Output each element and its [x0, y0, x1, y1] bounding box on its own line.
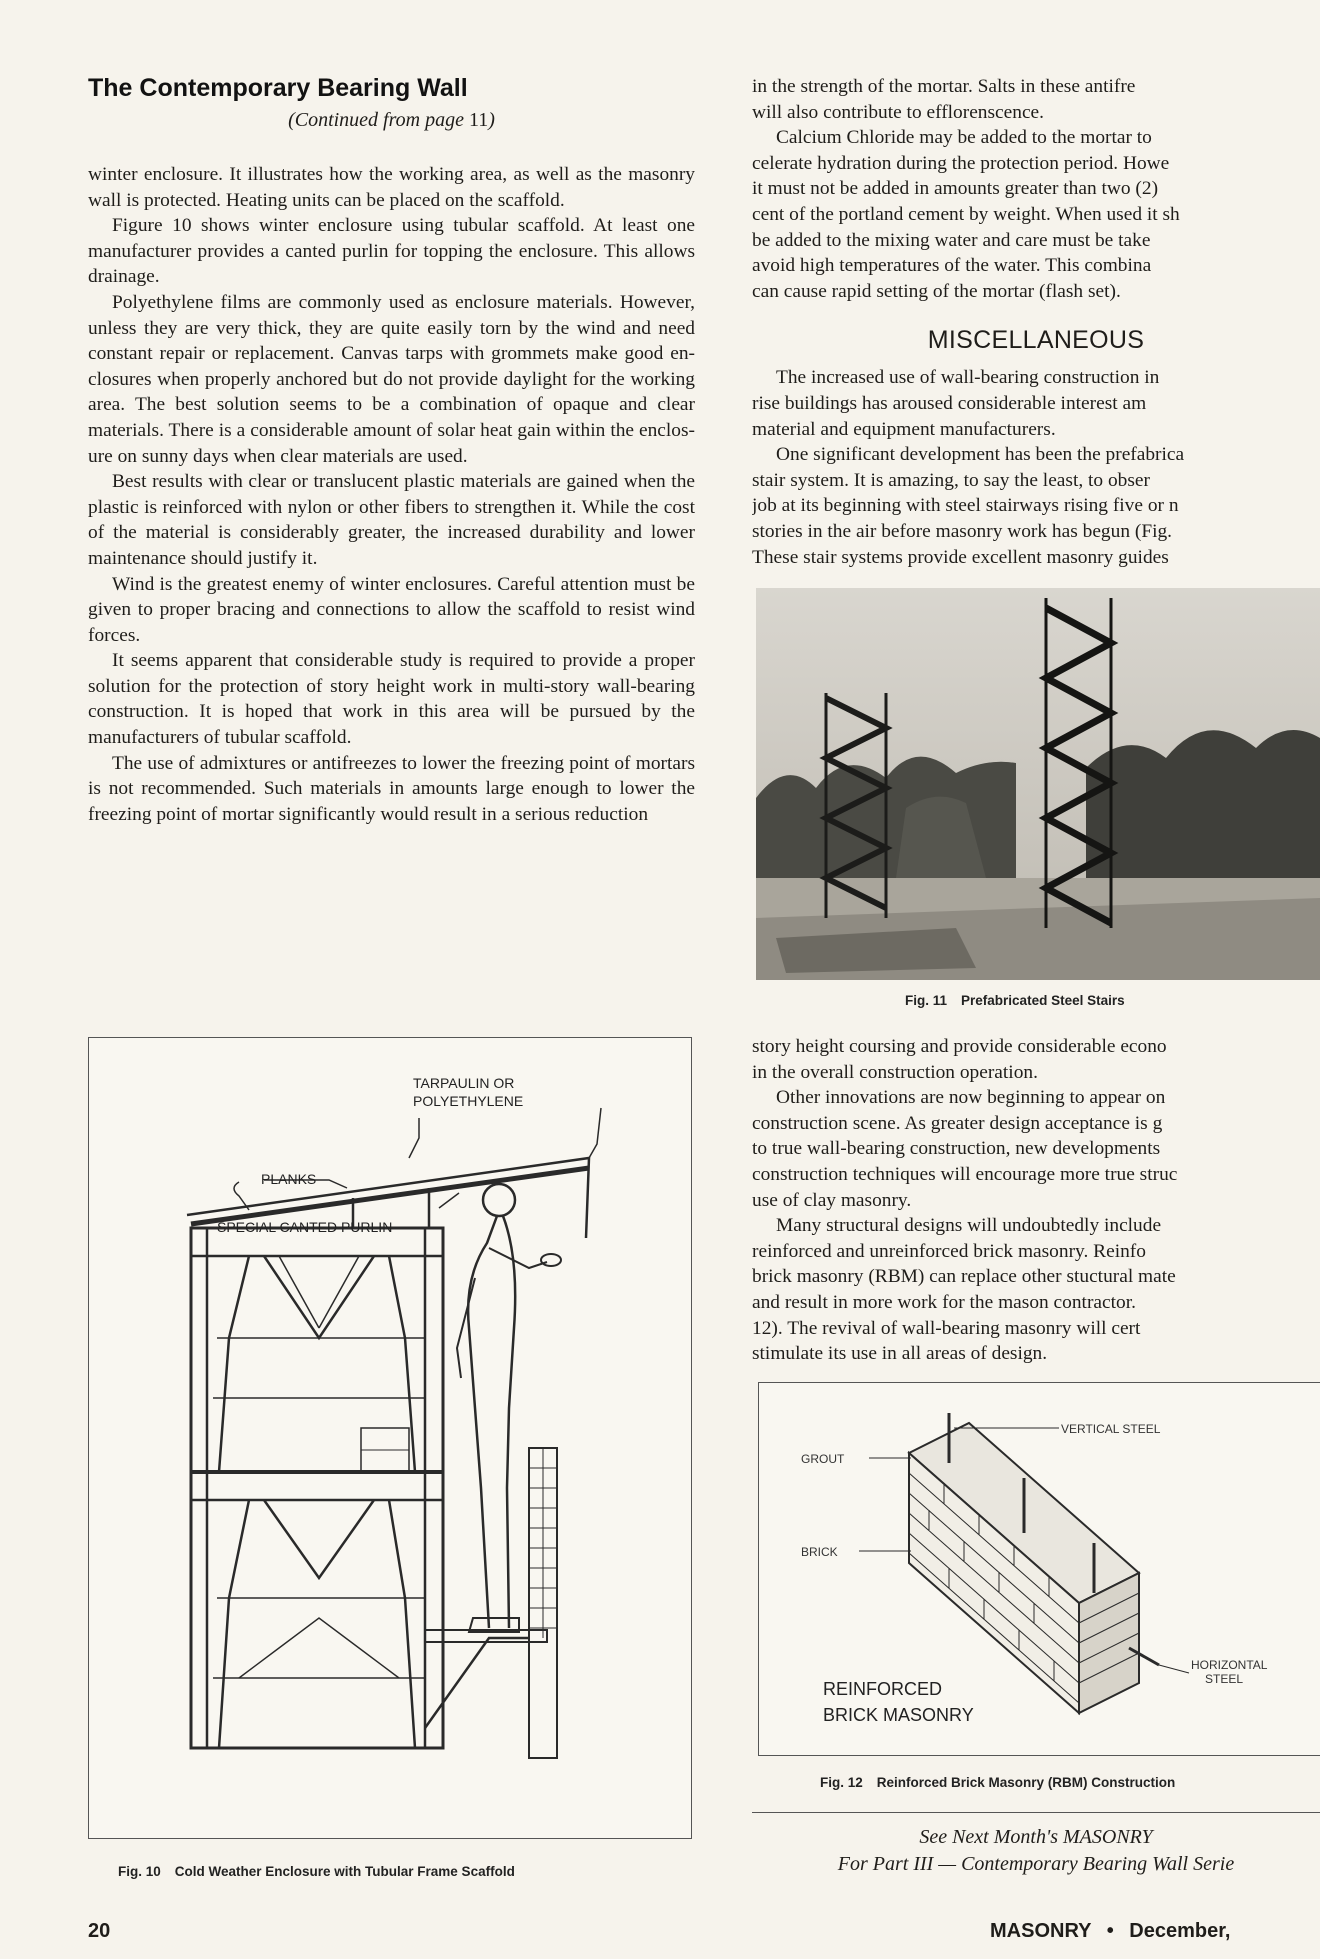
text-line: construction scene. As greater design acceptance is g: [752, 1112, 1163, 1134]
text-line: story height coursing and provide considerable econo: [752, 1036, 1167, 1057]
continued-suffix: ): [488, 109, 495, 131]
body-paragraph: Wind is the greatest enemy of winter enclosures. Careful attention must be given to proper bracing and connections to allow the scaffold to resist wind forces.: [88, 573, 695, 646]
planks: [191, 1168, 589, 1224]
text-line: Many structural designs will undoubtedly include: [776, 1215, 1162, 1237]
section-title-miscellaneous: MISCELLANEOUS: [927, 326, 1145, 355]
right-column-middle: [752, 1034, 1320, 1367]
text-line: stories in the air before masonry work has begun (Fig.: [752, 520, 1173, 542]
figure-12-frame: [758, 1382, 1320, 1756]
page-number: 20: [88, 1920, 111, 1942]
mason-body: [468, 1216, 497, 1628]
continued-note: [88, 109, 695, 132]
text-line: be added to the mixing water and care must be take: [752, 229, 1151, 251]
text-line: stair system. It is amazing, to say the least, to obser: [752, 469, 1150, 491]
text-line: Calcium Chloride may be added to the mortar to: [776, 127, 1152, 149]
body-paragraph: winter enclosure. It illustrates how the working area, as well as the masonry wall is protected. Heating units can be placed on the scaffold.: [88, 164, 695, 211]
fig10-label-planks: PLANKS: [261, 1171, 317, 1187]
fig12-label-brick: BRICK: [801, 1545, 838, 1559]
body-paragraph: The use of admixtures or antifreezes to lower the freezing point of mortars is not recommended. Such materials in amounts large enough to lower the freezing point of mortar significantly would result in a serious reduction: [88, 752, 695, 825]
text-line: One significant development has been the prefabrica: [776, 444, 1185, 466]
text-line: brick masonry (RBM) can replace other stuctural mate: [752, 1266, 1176, 1288]
article-title: The Contemporary Bearing Wall: [88, 74, 468, 102]
text-line: in the overall construction operation.: [752, 1061, 1038, 1083]
text-line: 12). The revival of wall-bearing masonry will cert: [752, 1317, 1141, 1339]
figure-10-drawing: [89, 1038, 691, 1838]
magazine-name: MASONRY: [990, 1920, 1092, 1942]
footer-masthead: [990, 1920, 1230, 1943]
continued-page-number: 11: [468, 109, 489, 131]
photo-illustration: [756, 588, 1320, 980]
fig12-label-vertical: VERTICAL STEEL: [1061, 1422, 1161, 1436]
mason-head: [483, 1184, 515, 1216]
text-line: in the strength of the mortar. Salts in these antifre: [752, 76, 1136, 97]
figure-10-frame: [88, 1037, 692, 1839]
footer-bullet: •: [1106, 1920, 1114, 1942]
text-line: will also contribute to efflorenscence.: [752, 101, 1045, 123]
fig12-label-horizontal-2: STEEL: [1205, 1672, 1244, 1686]
text-line: job at its beginning with steel stairways rising five or n: [752, 495, 1179, 517]
text-line: to true wall-bearing construction, new developments: [752, 1138, 1161, 1160]
text-line: material and equipment manufacturers.: [752, 418, 1056, 440]
text-line: avoid high temperatures of the water. This combina: [752, 255, 1152, 277]
fig10-label-purlin: SPECIAL CANTED PURLIN: [217, 1219, 393, 1235]
body-paragraph: It seems apparent that considerable study is required to provide a proper solution for the protection of story height work in multi-story wall-bearing construction. It is hoped that work in this area will be pursued by the manufacturers of tubular scaffold.: [88, 650, 695, 749]
text-line: The increased use of wall-bearing construction in: [776, 367, 1160, 389]
text-line: and result in more work for the mason contractor.: [752, 1291, 1136, 1313]
body-paragraph: Best results with clear or translucent plastic materials are gained when the plastic is reinforced with nylon or other fibers to strengthen it. While the cost of the material is considerably greater, the increased durability and lower maintenance should justify it.: [88, 471, 695, 569]
text-line: construction techniques will encourage more true struc: [752, 1163, 1178, 1185]
text-line: can cause rapid setting of the mortar (flash set).: [752, 280, 1121, 302]
fig12-label-grout: GROUT: [801, 1452, 845, 1466]
text-line: stimulate its use in all areas of design.: [752, 1343, 1048, 1365]
figure-12-number: Fig. 12: [820, 1775, 863, 1790]
body-paragraph: Figure 10 shows winter enclosure using tubular scaffold. At least one manufacturer provides a canted purlin for topping the enclosure. This allows drainage.: [88, 215, 695, 288]
text-line: it must not be added in amounts greater than two (2): [752, 178, 1159, 200]
text-line: celerate hydration during the protection period. Howe: [752, 152, 1170, 174]
fig10-label-tarp-1: TARPAULIN OR: [413, 1075, 515, 1091]
continued-prefix: (Continued from page: [288, 109, 469, 131]
left-column: [88, 74, 695, 827]
text-line: Other innovations are now beginning to appear on: [776, 1087, 1166, 1109]
divider-rule: [752, 1812, 1320, 1813]
figure-10-caption: [118, 1864, 515, 1879]
text-line: use of clay masonry.: [752, 1189, 912, 1211]
promo-line-1: See Next Month's MASONRY: [919, 1826, 1153, 1848]
figure-11-text: Prefabricated Steel Stairs: [961, 993, 1125, 1008]
text-line: reinforced and unreinforced brick masonry. Reinfo: [752, 1240, 1146, 1262]
text-line: rise buildings has aroused considerable interest am: [752, 392, 1147, 414]
body-paragraph: Polyethylene films are commonly used as enclosure materials. However, unless they are very thick, they are quite easily torn by the wind and need constant repair or replacement. Canvas tarps with grommets make good enclosures when properly anchored but do not provide daylight for the working area. The best solution seems to be a combination of opaque and clear materials. There is a considerable amount of solar heat gain within the enclosure on sunny days when clear materials are used.: [88, 291, 695, 467]
figure-11-caption: [905, 993, 1125, 1008]
text-line: These stair systems provide excellent masonry guides: [752, 546, 1169, 568]
issue-date: December,: [1129, 1920, 1231, 1942]
fig12-title-1: REINFORCED: [823, 1679, 943, 1699]
promo-line-2: For Part III — Contemporary Bearing Wall Serie: [837, 1853, 1235, 1875]
figure-11-photo: [756, 588, 1320, 980]
next-month-promo: [752, 1824, 1320, 1878]
fig12-label-horizontal-1: HORIZONTAL: [1191, 1658, 1268, 1672]
figure-11-number: Fig. 11: [905, 993, 948, 1008]
fig12-title-2: BRICK MASONRY: [823, 1705, 974, 1725]
scaffold-frame: [191, 1228, 443, 1748]
text-line: cent of the portland cement by weight. When used it sh: [752, 203, 1180, 225]
fig10-label-tarp-2: POLYETHYLENE: [413, 1093, 524, 1109]
right-column-top: [752, 74, 1320, 570]
figure-12-drawing: [759, 1383, 1320, 1755]
figure-10-text: Cold Weather Enclosure with Tubular Frame Scaffold: [174, 1864, 515, 1879]
figure-10-number: Fig. 10: [118, 1864, 161, 1879]
figure-12-caption: [820, 1775, 1175, 1790]
figure-12-text: Reinforced Brick Masonry (RBM) Construction: [876, 1775, 1176, 1790]
